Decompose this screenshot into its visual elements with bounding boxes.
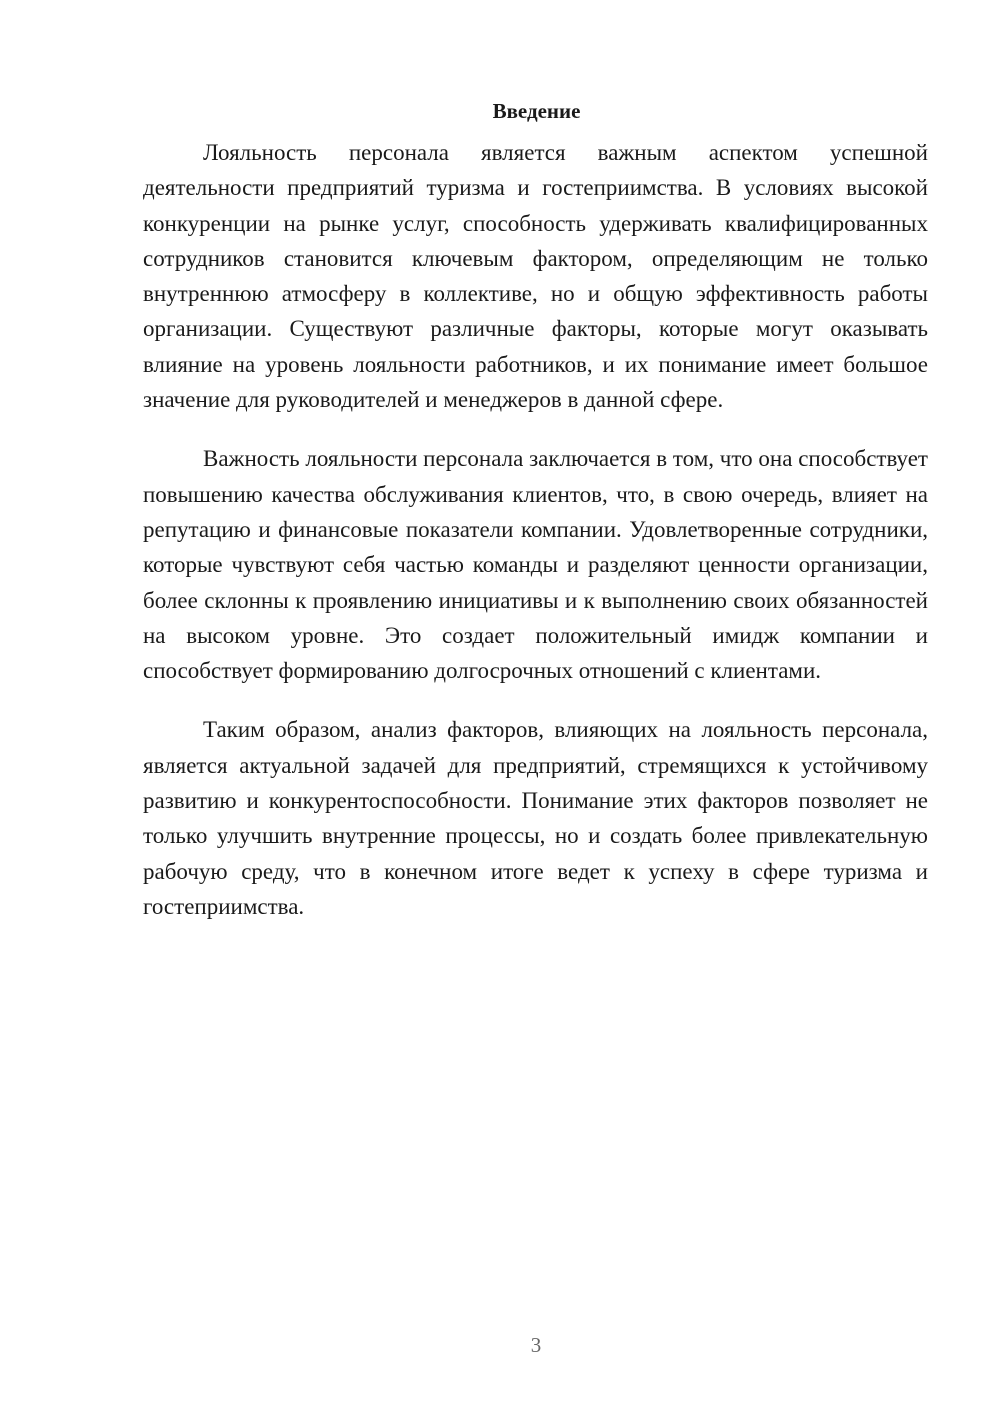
document-page — [143, 94, 928, 924]
paragraph-2: Важность лояльности персонала заключается в том, что она способствует повышению качества обслуживания клиентов, что, в свою очередь, влияет на репутацию и финансовые показатели компании. Удовлетворенные сотрудники, которые чувствуют себя частью команды и разделяют ценности организации, более склонны к проявлению инициативы и к выполнению своих обязанностей на высоком уровне. Это создает положительный имидж компании и способствует формированию долгосрочных отношений с клиентами. — [143, 446, 928, 684]
section-heading: Введение — [492, 99, 581, 123]
paragraph-3: Таким образом, анализ факторов, влияющих на лояльность персонала, является актуальной задачей для предприятий, стремящихся к устойчивому развитию и конкурентоспособности. Понимание этих факторов позволяет не только улучшить внутренние процессы, но и создать более привлекательную рабочую среду, что в конечном итоге ведет к успеху в сфере туризма и гостеприимства. — [143, 717, 928, 919]
paragraph-1: Лояльность персонала является важным аспектом успешной деятельности предприятий туризма и гостеприимства. В условиях высокой конкуренции на рынке услуг, способность удерживать квалифицированных сотрудников становится ключевым фактором, определяющим не только внутреннюю атмосферу в коллективе, но и общую эффективность работы организации. Существуют различные факторы, которые могут оказывать влияние на уровень лояльности работников, и их понимание имеет большое значение для руководителей и менеджеров в данной сфере. — [143, 140, 928, 413]
page-number: 3 — [530, 1333, 542, 1357]
